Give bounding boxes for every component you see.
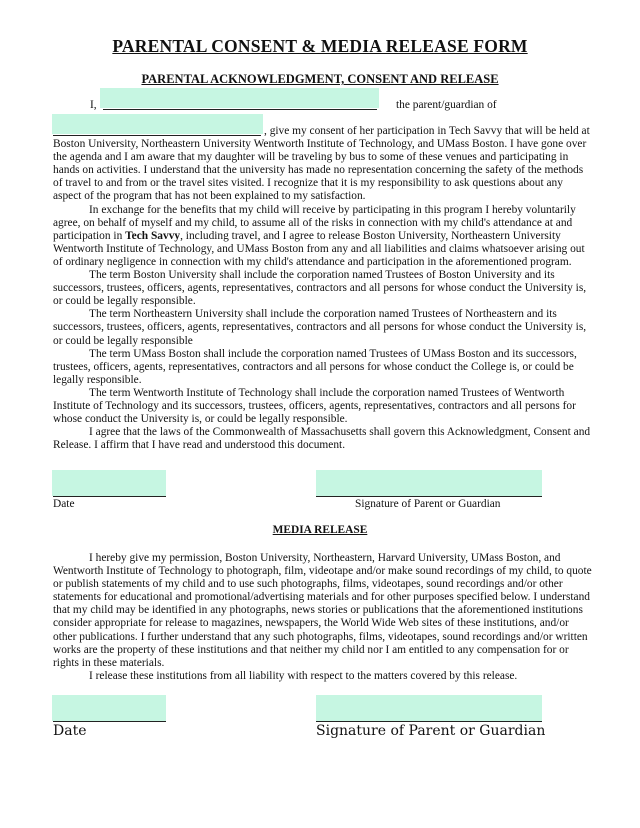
media-signature-field[interactable] — [316, 695, 542, 721]
consent-date-field[interactable] — [52, 470, 166, 496]
exchange-text-a: In exchange for the benefits that my child will receive by participating in this program I hereby voluntarily agree, on behalf of myself and my child, to assume all of the risks in connection with my child's attendance at and participation in — [53, 203, 576, 242]
media-permission-paragraph: I hereby give my permission, Boston University, Northeastern, Harvard University, UMass Boston, and Wentworth Institute of Technology to photograph, film, videotape and/or make sound recordings of my child, to quote or publish statements of my child and to use such photographs, films, videotapes, sound recordings and/or other statements for educational and promotional/advertising materials and for other purposes specified below. I understand that my child may be identified in any photographs, news stories or publications that the aforementioned institutions consider appropriate for release to magazines, newspapers, the World Wide Web sites of these institutions, and/or other publications. I further understand that any such photographs, films, videotapes, sound recordings and/or written works are the property of these institutions and that neither my child nor I am entitled to any compensation for or rights in these materials. — [53, 552, 592, 669]
consent-body — [53, 125, 593, 452]
umass-paragraph: The term UMass Boston shall include the corporation named Trustees of UMass Boston and its successors, trustees, officers, agents, representatives, contractors and all persons for whose conduct the College is, or could be legally responsible. — [53, 347, 577, 386]
media-release-title: MEDIA RELEASE — [272, 524, 368, 536]
media-release-paragraph: I release these institutions from all liability with respect to the matters covered by this release. — [89, 669, 518, 682]
intro-paragraph-text: , give my consent of her participation in Tech Savvy that will be held at Boston University, Northeastern University Wentworth Institute of Technology, and UMass Boston. I have gone over the agenda and I am aware that my daughter will be traveling by bus to some of these venues and participating in hands on activities. I understand that the university has made no representation concerning the safety of the methods of travel to and from or the travel sites visited. I recognize that it is my responsibility to ask questions about any aspect of the program that has not been explained to my satisfaction. — [53, 125, 590, 203]
law-paragraph: I agree that the laws of the Commonwealth of Massachusetts shall govern this Acknowledgment, Consent and Release. I affirm that I have read and understood this document. — [53, 426, 591, 452]
wit-paragraph: The term Wentworth Institute of Technology shall include the corporation named Trustees of Wentworth Institute of Technology and its successors, trustees, officers, agents, representatives, contractors and all persons for whose conduct the University is, or could be legally responsible. — [53, 386, 576, 426]
parent-name-underline — [103, 109, 377, 110]
media-date-field[interactable] — [52, 695, 166, 721]
media-signature-label: Signature of Parent or Guardian — [316, 723, 546, 739]
media-signature-underline — [316, 721, 542, 722]
intro-parent-label: the parent/guardian of — [396, 99, 497, 111]
consent-signature-field[interactable] — [316, 470, 542, 496]
consent-date-underline — [53, 496, 166, 497]
parent-name-field[interactable] — [100, 88, 379, 108]
media-date-underline — [53, 721, 166, 722]
media-date-label: Date — [53, 723, 87, 739]
consent-signature-underline — [316, 496, 542, 497]
intro-paragraph — [53, 125, 593, 204]
consent-signature-label: Signature of Parent or Guardian — [355, 498, 501, 510]
tech-savvy-bold: Tech Savvy — [125, 229, 181, 242]
media-body — [53, 552, 593, 683]
exchange-text-b: , including travel, and I agree to release Boston University, Northeastern University Wentworth Institute of Technology, and UMass Boston from any and all liabilities and claims whatsoever arising out of ordinary negligence in connection with my child's attendance and participation in the aforementioned program. — [53, 229, 585, 268]
form-title: PARENTAL CONSENT & MEDIA RELEASE FORM — [112, 36, 528, 56]
form-subtitle: PARENTAL ACKNOWLEDGMENT, CONSENT AND RELEASE — [141, 72, 499, 86]
consent-date-label: Date — [53, 498, 75, 510]
nu-paragraph: The term Northeastern University shall include the corporation named Trustees of Northeastern and its successors, trustees, officers, agents, representatives, contractors and all persons for whose conduct the University is, or could be legally responsible — [53, 308, 587, 347]
bu-paragraph: The term Boston University shall include the corporation named Trustees of Boston University and its successors, trustees, officers, agents, representatives, contractors and all persons for whose conduct the University is, or could be legally responsible. — [53, 269, 587, 308]
intro-i-label: I, — [90, 99, 97, 111]
exchange-paragraph — [53, 204, 593, 269]
